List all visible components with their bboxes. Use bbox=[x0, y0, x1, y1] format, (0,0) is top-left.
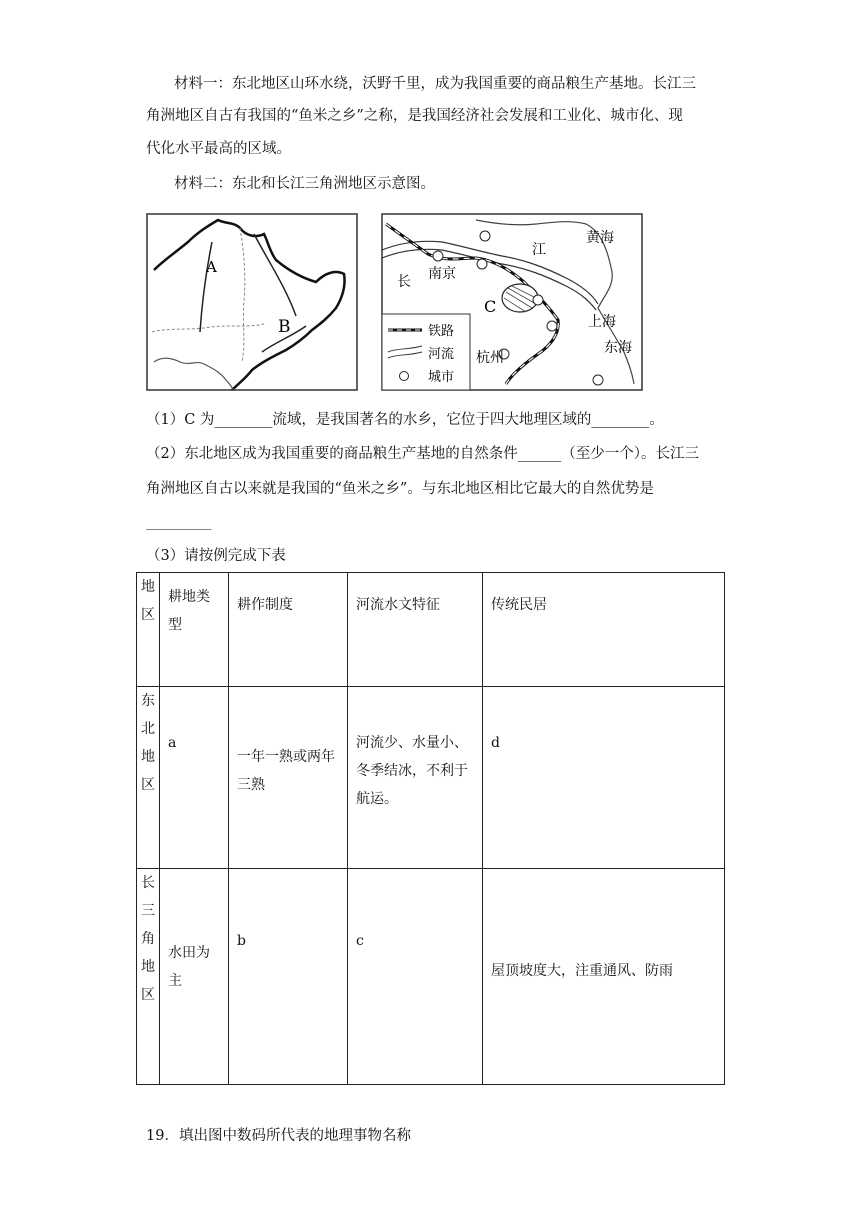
header-land-type: 耕地类型 bbox=[160, 573, 229, 687]
label-hangzhou: 杭州 bbox=[476, 350, 504, 366]
material1-line1: 材料一：东北地区山环水绕，沃野千里，成为我国重要的商品粮生产基地。长江三 bbox=[174, 76, 696, 92]
label-jiang: 江 bbox=[532, 242, 546, 258]
legend-city: 城市 bbox=[428, 370, 455, 385]
label-chang: 长 bbox=[397, 274, 411, 290]
label-donghai: 东海 bbox=[604, 340, 632, 356]
city-legend-icon bbox=[400, 372, 409, 381]
map-legend bbox=[382, 314, 470, 390]
yangtze-land-type: 水田为主 bbox=[160, 869, 229, 1085]
northeast-farming: 一年一熟或两年三熟 bbox=[229, 687, 348, 869]
region-maps bbox=[146, 212, 646, 394]
region-northeast: 东 北 地 区 bbox=[137, 687, 160, 869]
legend-river: 河流 bbox=[428, 347, 455, 362]
northeast-river: 河流少、水量小、冬季结冰，不利于航运。 bbox=[348, 687, 483, 869]
northeast-map bbox=[147, 214, 357, 390]
yangtze-river: c bbox=[348, 869, 483, 1085]
material1-line2: 角洲地区自古有我国的“鱼米之乡”之称，是我国经济社会发展和工业化、城市化、现 bbox=[146, 108, 683, 124]
yangtze-housing: 屋顶坡度大，注重通风、防雨 bbox=[483, 869, 725, 1085]
question-1: （1）C 为________流域，是我国著名的水乡，它位于四大地理区域的________。 bbox=[146, 412, 664, 428]
material2-caption: 材料二：东北和长江三角洲地区示意图。 bbox=[174, 176, 435, 192]
header-housing: 传统民居 bbox=[483, 573, 725, 687]
region-yangtze: 长 三 角 地 区 bbox=[137, 869, 160, 1085]
label-a: A bbox=[206, 258, 217, 276]
header-river: 河流水文特征 bbox=[348, 573, 483, 687]
header-farming: 耕作制度 bbox=[229, 573, 348, 687]
table-header-row bbox=[137, 573, 725, 687]
label-nanjing: 南京 bbox=[428, 266, 456, 282]
comparison-table bbox=[136, 572, 725, 1085]
question-2-blank: _________ bbox=[146, 514, 212, 530]
northeast-land-type: a bbox=[160, 687, 229, 869]
label-shanghai: 上海 bbox=[588, 314, 616, 330]
northeast-housing: d bbox=[483, 687, 725, 869]
table-row-yangtze bbox=[137, 869, 725, 1085]
question-3: （3）请按例完成下表 bbox=[146, 548, 286, 564]
question-2-line1: （2）东北地区成为我国重要的商品粮生产基地的自然条件______（至少一个）。长江三 bbox=[146, 446, 699, 462]
label-c: C bbox=[484, 297, 497, 316]
yangtze-farming: b bbox=[229, 869, 348, 1085]
header-region: 地 区 bbox=[137, 573, 160, 687]
material1-line3: 代化水平最高的区域。 bbox=[146, 141, 291, 157]
legend-railway: 铁路 bbox=[428, 324, 455, 339]
yangtze-delta-map bbox=[382, 214, 642, 390]
label-huanghai: 黄海 bbox=[586, 230, 614, 246]
label-b: B bbox=[278, 317, 291, 337]
question-2-line2: 角洲地区自古以来就是我国的“鱼米之乡”。与东北地区相比它最大的自然优势是 bbox=[146, 481, 654, 497]
table-row-northeast bbox=[137, 687, 725, 869]
question-19: 19．填出图中数码所代表的地理事物名称 bbox=[146, 1128, 411, 1144]
